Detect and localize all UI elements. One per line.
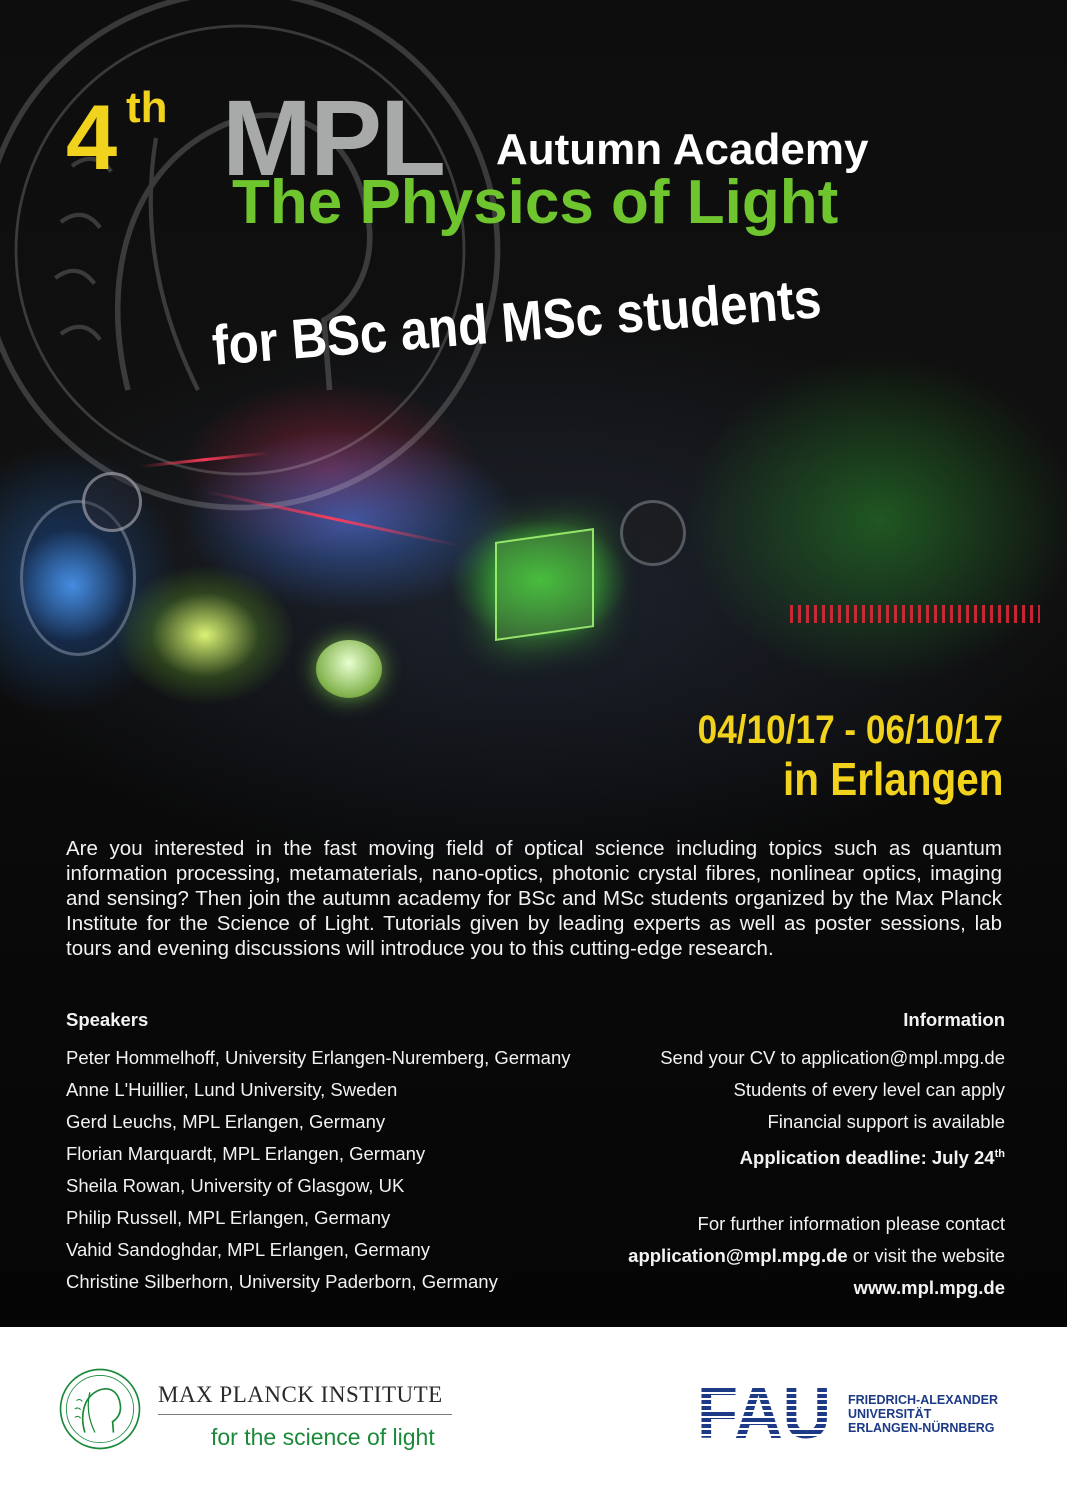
edition-number: 4: [66, 87, 118, 189]
fau-logo: [697, 1382, 831, 1440]
speaker-item: Vahid Sandoghdar, MPL Erlangen, Germany: [66, 1239, 431, 1260]
mpi-tagline: for the science of light: [211, 1424, 435, 1450]
speakers-section: [66, 1010, 606, 1298]
event-name: Autumn Academy: [496, 125, 869, 174]
speaker-item: Christine Silberhorn, University Paderborn, Germany: [66, 1271, 498, 1292]
optical-mount: [620, 500, 686, 566]
fau-mark: FAU: [697, 1382, 831, 1440]
deadline-label: Application deadline: July 24: [739, 1147, 995, 1169]
info-cv: Send your CV to application@mpl.mpg.de: [660, 1047, 1005, 1068]
intro-paragraph: Are you interested in the fast moving field of optical science including topics such as quantum information processing, metamaterials, nano-optics, photonic crystal fibres, nonlinear optics, imaging and sensing? Then join the autumn academy for BSc and MSc students organized by the Max Planck Institute for the Science of Light. Tutorials given by leading experts as well as poster sessions, lab tours and evening discussions will introduce you to this cutting-edge research.: [66, 837, 1002, 960]
speaker-item: Anne L'Huillier, Lund University, Sweden: [66, 1079, 398, 1100]
fau-wordmark: [848, 1393, 998, 1435]
optical-mount: [82, 472, 142, 532]
info-contact-email-line: [535, 1240, 1005, 1272]
info-support: Financial support is available: [767, 1111, 1005, 1132]
contact-email-link[interactable]: application@mpl.mpg.de: [628, 1245, 848, 1267]
info-deadline: [535, 1138, 1005, 1174]
information-section: [535, 1010, 1005, 1304]
information-heading: Information: [903, 1009, 1005, 1030]
website-link[interactable]: www.mpl.mpg.de: [853, 1277, 1005, 1299]
deadline-ordinal: th: [994, 1148, 1005, 1160]
audience-tagline: for BSc and MSc students: [209, 266, 824, 377]
contact-suffix: or visit the website: [847, 1245, 1005, 1267]
event-subtitle: The Physics of Light: [232, 168, 839, 237]
glass-cube-prism: [495, 528, 594, 641]
speaker-item: Philip Russell, MPL Erlangen, Germany: [66, 1207, 391, 1228]
edition-ordinal: th: [126, 83, 168, 132]
max-planck-minerva-logo: [58, 1367, 142, 1451]
org-acronym: MPL: [222, 77, 444, 198]
mpi-divider: [158, 1414, 452, 1415]
fau-line: UNIVERSITÄT: [848, 1407, 932, 1421]
info-contact-line: For further information please contact: [697, 1213, 1005, 1235]
fau-line: FRIEDRICH-ALEXANDER: [848, 1393, 998, 1407]
fau-line: ERLANGEN-NÜRNBERG: [848, 1421, 995, 1435]
speaker-item: Gerd Leuchs, MPL Erlangen, Germany: [66, 1111, 386, 1132]
red-led-strip: [790, 605, 1040, 623]
mpi-name: MAX PLANCK INSTITUTE: [158, 1382, 443, 1407]
speaker-item: Peter Hommelhoff, University Erlangen-Nuremberg, Germany: [66, 1047, 571, 1068]
event-location: in Erlangen: [782, 753, 1003, 805]
info-levels: Students of every level can apply: [733, 1079, 1005, 1100]
speaker-item: Sheila Rowan, University of Glasgow, UK: [66, 1175, 405, 1196]
optical-lens: [316, 640, 382, 698]
speaker-item: Florian Marquardt, MPL Erlangen, Germany: [66, 1143, 426, 1164]
speakers-heading: Speakers: [66, 1009, 149, 1030]
event-dates: 04/10/17 - 06/10/17: [697, 708, 1003, 752]
